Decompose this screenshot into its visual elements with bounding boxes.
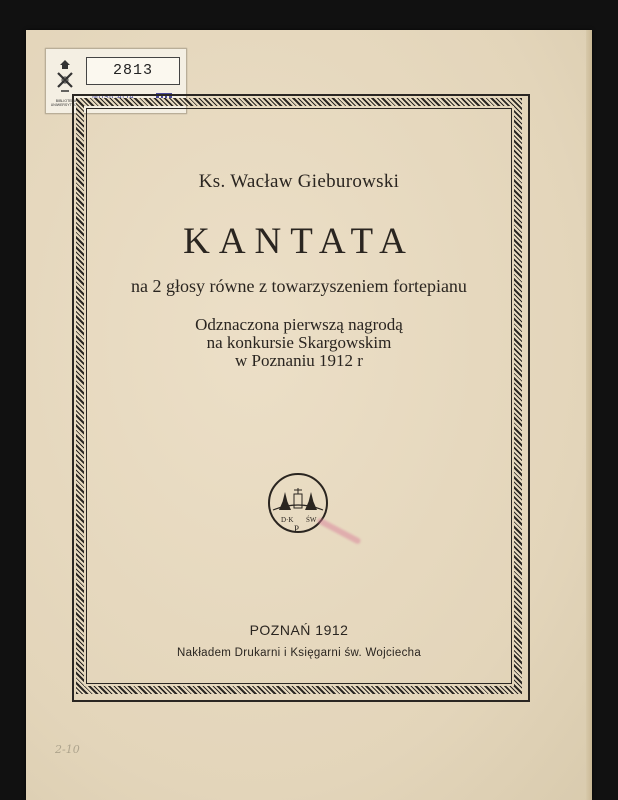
shelf-number: 2813 (86, 57, 180, 85)
award-line: Odznaczona pierwszą nagrodą (195, 315, 403, 334)
publisher-line: Nakładem Drukarni i Księgarni św. Wojciecha (176, 647, 422, 659)
award-note (86, 316, 512, 370)
emblem-caption: BIBLIOTEKA UNIWERSYTECKA (50, 99, 82, 107)
work-subtitle: na 2 głosy równe z towarzyszeniem fortepianu (131, 276, 467, 296)
page-edge (586, 30, 592, 800)
logo-letters-right: ŚW (306, 516, 317, 524)
library-emblem-icon (52, 57, 78, 97)
author-name: Ks. Wacław Gieburowski (198, 171, 400, 192)
work-title: KANTATA (183, 221, 415, 262)
award-line: w Poznaniu 1912 r (235, 351, 363, 370)
logo-letter-bottom: P (294, 524, 300, 534)
logo-letters-left: D·K (281, 516, 294, 524)
publication-place-year: POZNAŃ 1912 (249, 622, 349, 638)
collection-name: MUSICALIA (92, 94, 135, 101)
decorative-frame-inner (86, 108, 512, 684)
pencil-annotation: 2-10 (55, 743, 80, 756)
publisher-logo-icon (263, 470, 333, 540)
award-line: na konkursie Skargowskim (206, 333, 392, 352)
